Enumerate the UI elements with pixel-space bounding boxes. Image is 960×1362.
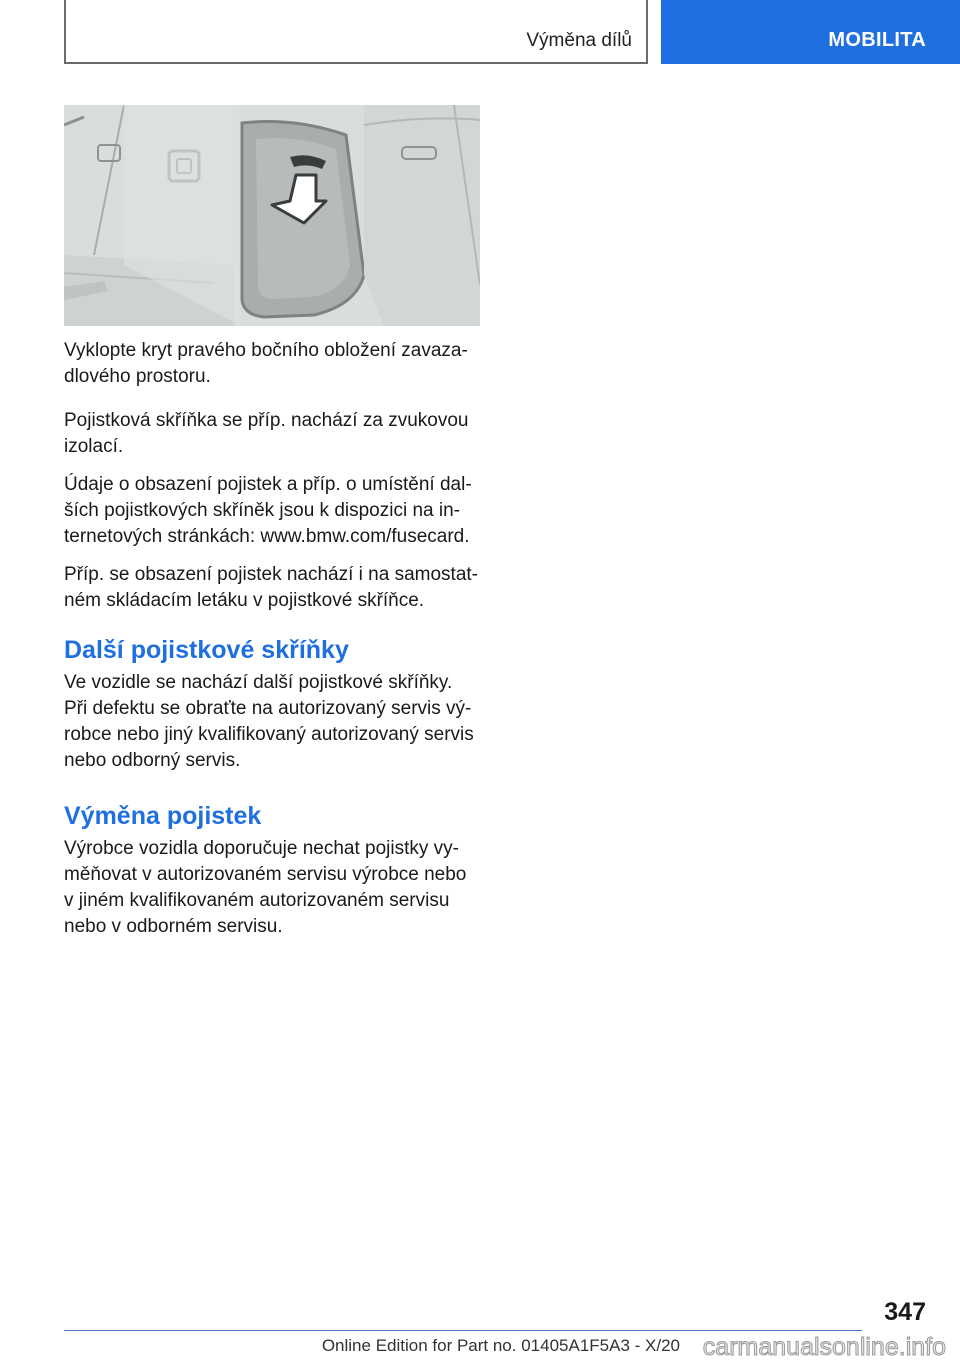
header-section-tab[interactable]: [661, 0, 960, 64]
footer-edition-text: Online Edition for Part no. 01405A1F5A3 - X/20: [321, 1336, 680, 1355]
header-section-label: MOBILITA: [828, 29, 926, 51]
main-text-column: [64, 338, 480, 952]
section-paragraph: Ve vozidle se nachází další pojistkové skříňky. Při defektu se obraťte na autorizovaný servis výrobce nebo jiný kvalifikovaný autorizovaný servis nebo odborný servis.: [64, 672, 474, 771]
footer-divider: [64, 1330, 862, 1331]
note-paragraph: Pojistková skříňka se příp. nachází za zvukovou izolací.: [64, 410, 469, 457]
instruction-paragraph: Vyklopte kryt pravého bočního obložení zavazadlového prostoru.: [64, 340, 468, 387]
watermark-text: carmanualsonline.info: [702, 1333, 946, 1361]
section-heading: Výměna pojistek: [64, 802, 262, 830]
trunk-side-panel-illustration: [64, 105, 480, 326]
section-paragraph: Výrobce vozidla doporučuje nechat pojistky vyměňovat v autorizovaném servisu výrobce nebo v jiném kvalifikovaném autorizovaném servisu nebo v odborném servisu.: [64, 838, 467, 937]
header-chapter-title: Výměna dílů: [526, 30, 632, 51]
info-paragraph: Příp. se obsazení pojistek nachází i na samostatném skládacím letáku v pojistkové skříňce.: [64, 564, 478, 611]
header-chapter-box: [64, 0, 648, 64]
page-number: 347: [884, 1298, 926, 1326]
info-paragraph: Údaje o obsazení pojistek a příp. o umístění dalších pojistkových skříněk jsou k dispozici na internetových stránkách: www.bmw.com/fusecard.: [64, 474, 472, 547]
section-heading: Další pojistkové skříňky: [64, 636, 349, 664]
